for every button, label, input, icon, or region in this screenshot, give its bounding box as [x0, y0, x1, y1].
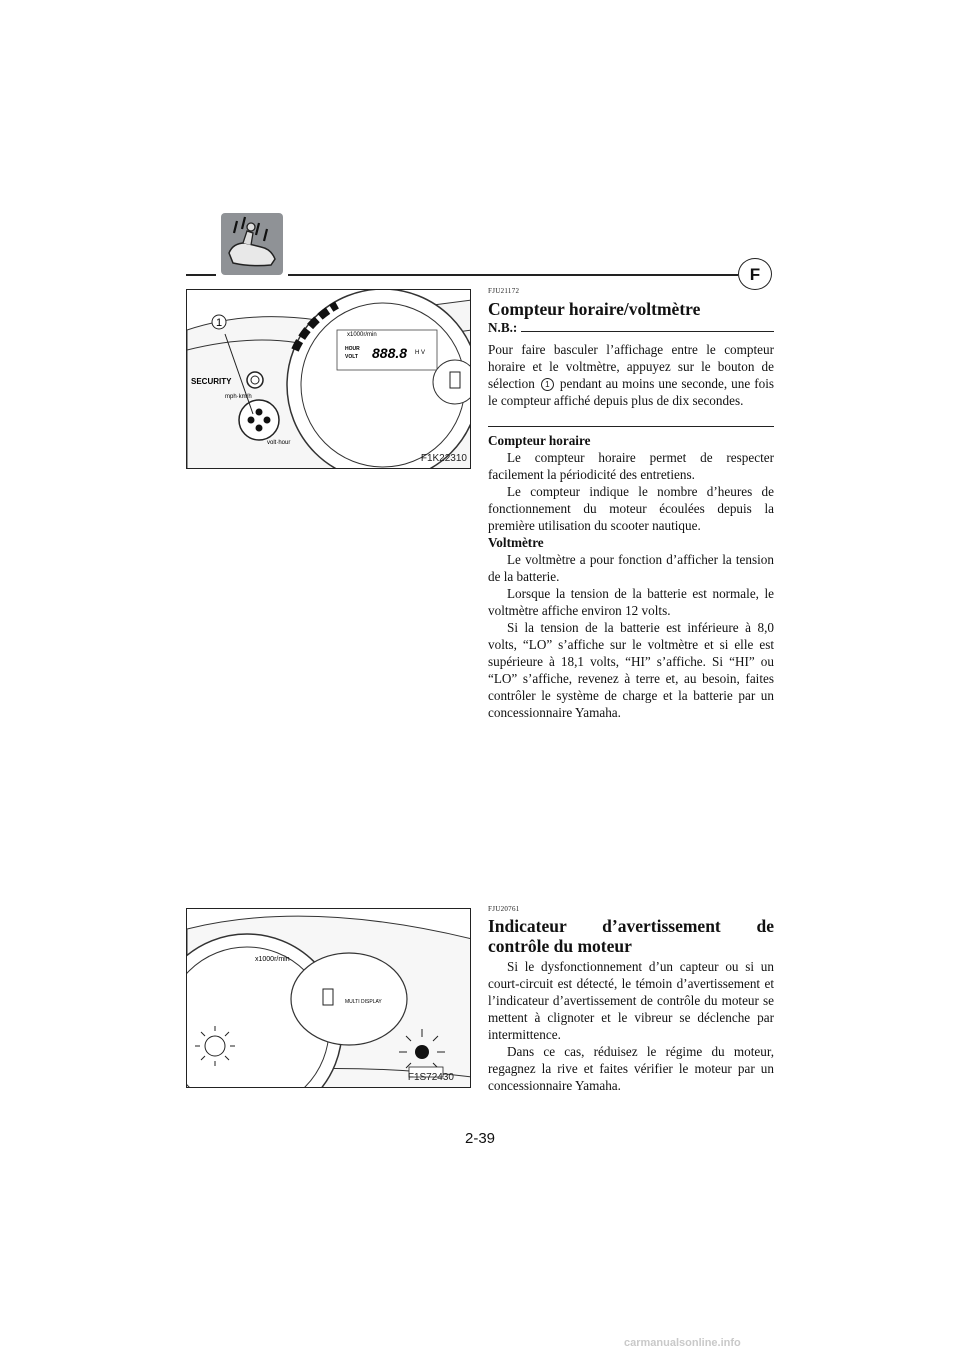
callout-number: 1	[215, 317, 223, 329]
instrument-panel-drawing-2	[187, 909, 471, 1088]
figure-engine-warning	[186, 908, 471, 1088]
watercraft-pictogram-icon	[221, 213, 283, 275]
instrument-panel-drawing-1	[187, 290, 471, 469]
multi-display-label: MULTI DISPLAY	[345, 999, 382, 1005]
header-rule-left	[186, 274, 216, 276]
callout-circle: 1	[541, 378, 554, 391]
paragraph: Le compteur indique le nombre d’heures de fonctionnement du moteur écoulées depuis la première utilisation du scooter nautique.	[488, 484, 774, 533]
nb-heading	[488, 319, 774, 336]
volt-label: volt·hour	[267, 440, 291, 446]
section-code: FJU21172	[488, 287, 520, 295]
nb-end-rule	[488, 426, 774, 427]
figure-code: F1S72430	[407, 1072, 454, 1083]
rpm-unit-label: x1000r/min	[347, 332, 377, 338]
paragraph: Le compteur horaire permet de respecter facilement la périodicité des entretiens.	[488, 450, 774, 482]
lcd-reading: 888.8	[372, 345, 408, 361]
subheading-hour-meter: Compteur horaire	[488, 433, 591, 448]
section-title: Indicateur d’avertissement de contrôle du moteur	[488, 916, 774, 956]
paragraph: Le voltmètre a pour fonction d’afficher la tension de la batterie.	[488, 552, 774, 584]
subheading-voltmeter: Voltmètre	[488, 535, 544, 550]
security-label: SECURITY	[191, 377, 232, 386]
lcd-unit: H V	[415, 350, 426, 356]
nb-paragraph	[488, 341, 774, 409]
volt-tag-label: VOLT	[345, 354, 358, 360]
paragraph: Si le dysfonctionnement d’un capteur ou si un court-circuit est détecté, le témoin d’avertissement et l’indicateur d’avertissement de contrôle du moteur se mettent à clignoter et le vibreur se déclenche par intermittence.	[488, 959, 774, 1042]
nb-rule	[521, 331, 774, 332]
paragraph: Si la tension de la batterie est inférieure à 8,0 volts, “LO” s’affiche sur le voltmètre et si elle est supérieure à 18,1 volts, “HI” s’affiche. Si “HI” ou “LO” s’affiche, revenez à terre et, au besoin, faites contrôler le système de charge et la batterie par un concessionnaire Yamaha.	[488, 620, 774, 720]
nb-label: N.B.:	[488, 320, 518, 335]
nb-text-before: Pour faire basculer l’affichage entre le compteur horaire et le voltmètre, appuyez sur le bouton de sélection	[488, 342, 774, 391]
speed-label: mph·km/h	[225, 394, 252, 400]
nb-text-after: pendant au moins une seconde, une fois le compteur affiché depuis plus de dix secondes.	[488, 376, 775, 408]
section-title: Compteur horaire/voltmètre	[488, 299, 701, 319]
figure-hour-voltmeter	[186, 289, 471, 469]
header-rule-right	[288, 274, 738, 276]
page-number: 2-39	[464, 1130, 496, 1147]
rpm-unit-label-2: x1000r/min	[255, 956, 290, 963]
section-code: FJU20761	[488, 905, 520, 913]
section-letter-badge: F	[738, 258, 772, 290]
paragraph: Lorsque la tension de la batterie est normale, le voltmètre affiche environ 12 volts.	[488, 586, 774, 618]
figure-code: F1K22310	[420, 453, 467, 464]
paragraph: Dans ce cas, réduisez le régime du moteur, regagnez la rive et faites vérifier le moteur par un concessionnaire Yamaha.	[488, 1044, 774, 1093]
watermark: carmanualsonline.info	[624, 1337, 741, 1349]
hour-label: HOUR	[345, 346, 360, 352]
